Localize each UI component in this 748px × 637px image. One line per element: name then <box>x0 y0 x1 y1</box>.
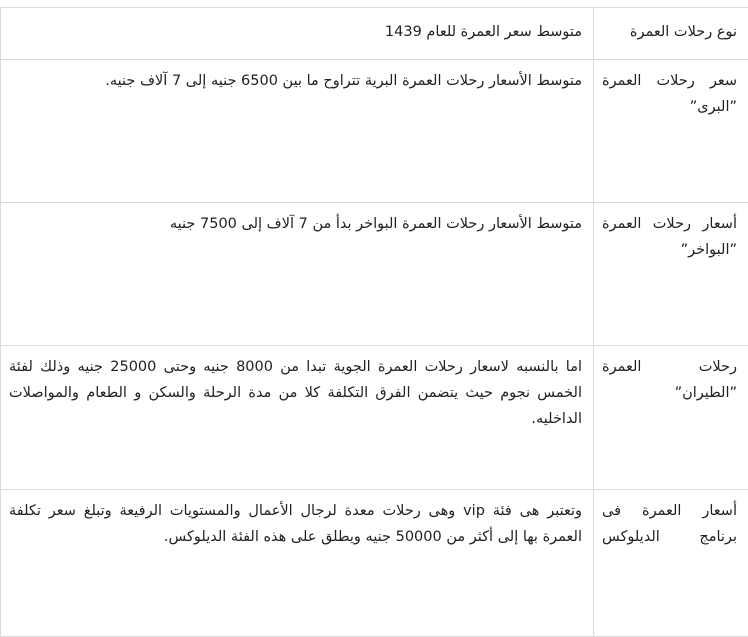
trip-type-text: أسعار رحلات العمرة ”البواخر” <box>602 211 737 263</box>
trip-type-text: أسعار العمرة فى برنامج الديلوكس <box>602 498 737 550</box>
umrah-prices-table <box>0 7 748 637</box>
trip-type-cell <box>594 346 748 490</box>
price-cell <box>1 60 594 203</box>
price-cell <box>1 346 594 490</box>
price-text: وتعتبر هى فئة vip وهى رحلات معدة لرجال الأعمال والمستويات الرفيعة وتبلغ سعر تكلفة العمرة بها إلى أكثر من 50000 جنيه ويطلق على هذه الفئة الديلوكس. <box>9 498 582 550</box>
price-text: متوسط الأسعار رحلات العمرة البرية تتراوح ما بين 6500 جنيه إلى 7 آلاف جنيه. <box>9 68 582 94</box>
trip-type-cell <box>594 203 748 346</box>
table-row-land-umrah <box>1 60 748 203</box>
table-row-ferry-umrah <box>1 203 748 346</box>
price-cell <box>1 203 594 346</box>
header-trip-type <box>594 8 748 60</box>
trip-type-cell <box>594 490 748 637</box>
price-cell <box>1 490 594 637</box>
header-trip-type-label: نوع رحلات العمرة <box>602 19 737 45</box>
table-row-flight-umrah <box>1 346 748 490</box>
trip-type-text: رحلات العمرة ”الطيران” <box>602 354 737 406</box>
table-header-row <box>1 8 748 60</box>
header-average-price <box>1 8 594 60</box>
price-text: متوسط الأسعار رحلات العمرة البواخر بدأ من 7 آلاف إلى 7500 جنيه <box>9 211 582 237</box>
trip-type-text: سعر رحلات العمرة ”البرى” <box>602 68 737 120</box>
table-row-deluxe-umrah <box>1 490 748 637</box>
trip-type-cell <box>594 60 748 203</box>
price-text: اما بالنسبه لاسعار رحلات العمرة الجوية تبدا من 8000 جنيه وحتى 25000 جنيه وذلك لفئة الخمس نجوم حيث يتضمن الفرق التكلفة كلا من مدة الرحلة والسكن و الطعام والمواصلات الداخليه. <box>9 354 582 432</box>
header-average-price-label: متوسط سعر العمرة للعام 1439 <box>9 19 582 45</box>
